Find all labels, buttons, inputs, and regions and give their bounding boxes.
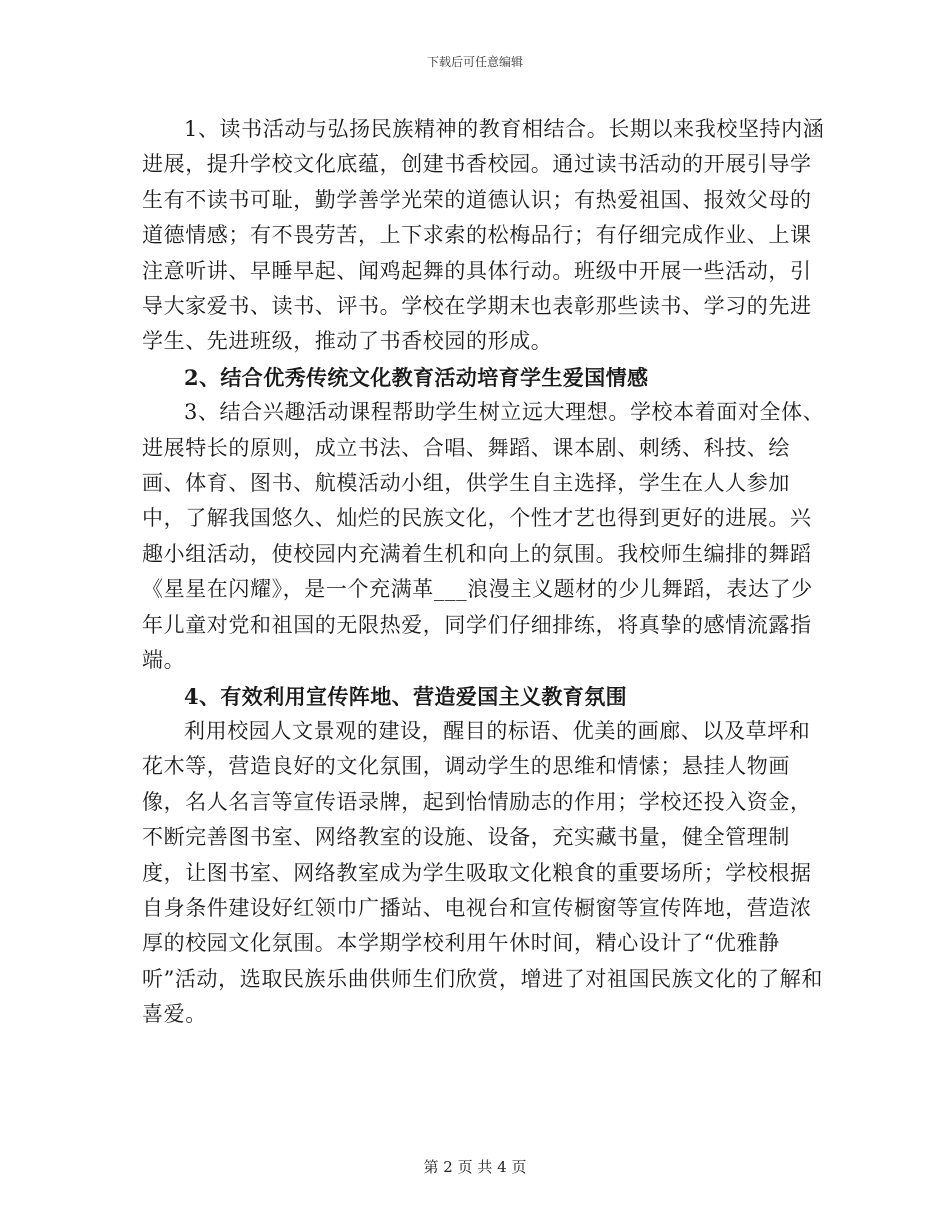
paragraph-interest-activities: 3、结合兴趣活动课程帮助学生树立远大理想。学校本着面对全体、进展特长的原则，成立书法、合唱、舞蹈、课本剧、刺绣、科技、绘画、体育、图书、航模活动小组，供学生自主选择，学生在人人参加中，了解我国悠久、灿烂的民族文化，个性才艺也得到更好的进展。兴趣小组活动，使校园内充满着生机和向上的氛围。我校师生编排的舞蹈《星星在闪耀》，是一个充满革___浪漫主义题材的少儿舞蹈，表达了少年儿童对党和祖国的无限热爱，同学们仔细排练，将真挚的感情流露指端。: [142, 400, 825, 673]
section-heading-traditional-culture: 2、结合优秀传统文化教育活动培育学生爱国情感: [184, 364, 649, 390]
document-body: [142, 112, 828, 1033]
paragraph-campus-culture: 利用校园人文景观的建设，醒目的标语、优美的画廊、以及草坪和花木等，营造良好的文化氛围，调动学生的思维和情愫；悬挂人物画像，名人名言等宣传语录牌，起到怡情励志的作用；学校还投入资金，不断完善图书室、网络教室的设施、设备，充实藏书量，健全管理制度，让图书室、网络教室成为学生吸取文化粮食的重要场所；学校根据自身条件建设好红领巾广播站、电视台和宣传橱窗等宣传阵地，营造浓厚的校园文化氛围。本学期学校利用午休时间，精心设计了“优雅静听”活动，选取民族乐曲供师生们欣赏，增进了对祖国民族文化的了解和喜爱。: [142, 718, 823, 1027]
section-heading-publicity: 4、有效利用宣传阵地、营造爱国主义教育氛围: [184, 683, 628, 709]
page-number: 第 2 页 共 4 页: [423, 1158, 527, 1176]
header-note: 下载后可任意编辑: [426, 55, 523, 69]
paragraph-reading-activities: 1、读书活动与弘扬民族精神的教育相结合。长期以来我校坚持内涵进展，提升学校文化底蕴，创建书香校园。通过读书活动的开展引导学生有不读书可耻，勤学善学光荣的道德认识；有热爱祖国、报效父母的道德情感；有不畏劳苦，上下求索的松梅品行；有仔细完成作业、上课注意听讲、早睡早起、闻鸡起舞的具体行动。班级中开展一些活动，引导大家爱书、读书、评书。学校在学期末也表彰那些读书、学习的先进学生、先进班级，推动了书香校园的形成。: [142, 117, 825, 354]
